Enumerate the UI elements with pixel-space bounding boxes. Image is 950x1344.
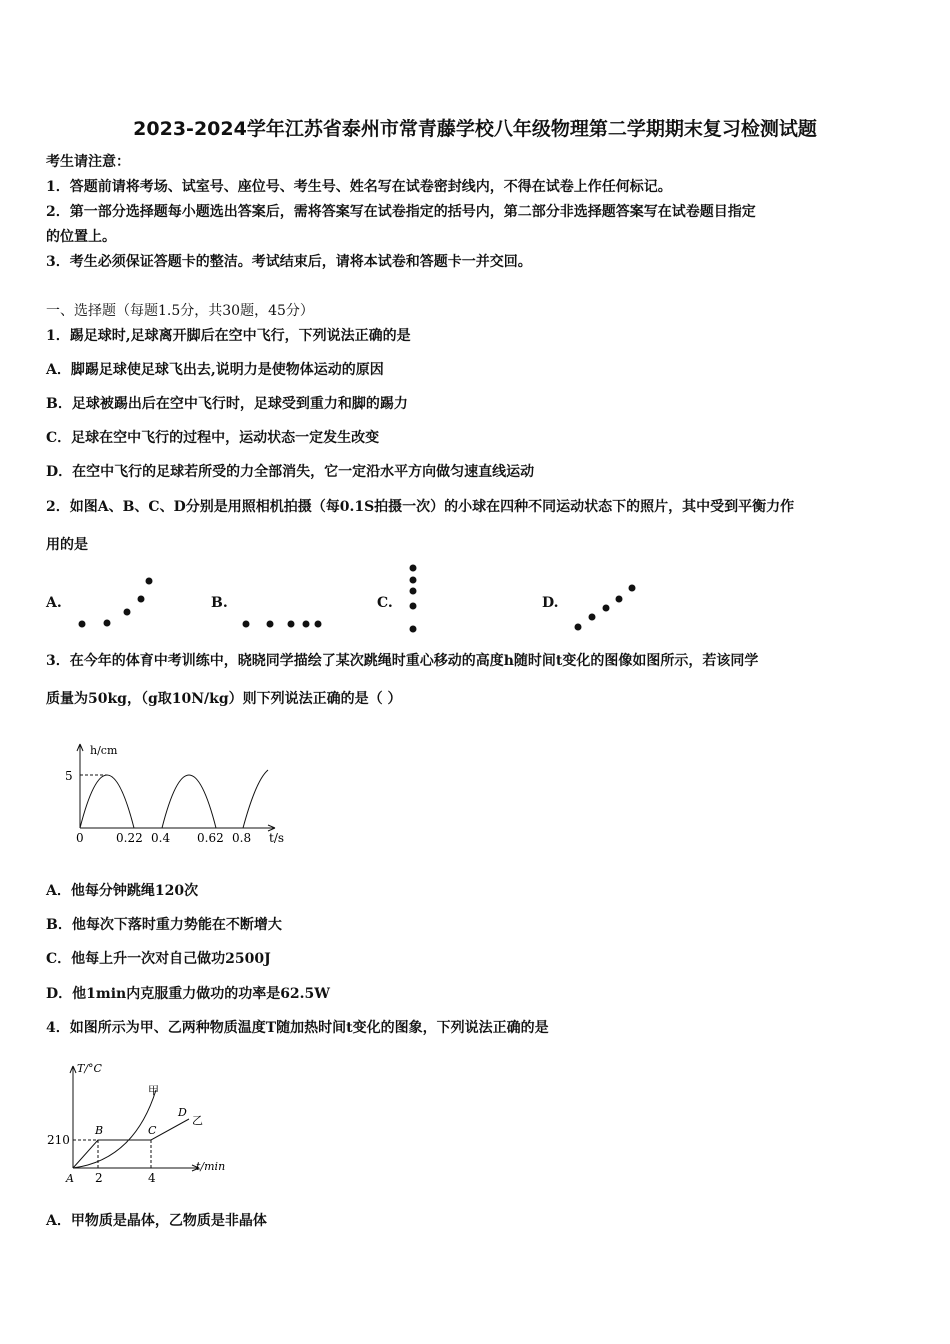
x-tick-0: 0 xyxy=(76,831,84,845)
notice-item-1: 1．答题前请将考场、试室号、座位号、考生号、姓名写在试卷密封线内，不得在试卷上作任何标记。 xyxy=(46,179,672,195)
question-3-option-a: A．他每分钟跳绳120次 xyxy=(46,883,199,899)
figure-b-dots xyxy=(243,621,322,628)
point-b-label: B xyxy=(95,1124,104,1137)
question-1-option-d: D．在空中飞行的足球若所受的力全部消失，它一定沿水平方向做匀速直线运动 xyxy=(46,464,535,480)
x-tick-022: 0.22 xyxy=(116,831,143,845)
x-tick-2: 2 xyxy=(95,1171,103,1185)
question-1-option-c: C．足球在空中飞行的过程中，运动状态一定发生改变 xyxy=(46,430,380,446)
question-3-stem: 3．在今年的体育中考训练中，晓晓同学描绘了某次跳绳时重心移动的高度h随时间t变化的图像如图所示，若该同学 xyxy=(46,653,759,669)
x-tick-04: 0.4 xyxy=(151,831,171,845)
question-4-stem: 4．如图所示为甲、乙两种物质温度T随加热时间t变化的图象，下列说法正确的是 xyxy=(46,1020,549,1036)
notice-item-2-cont: 的位置上。 xyxy=(46,229,116,245)
question-3-option-c: C．他每上升一次对自己做功2500J xyxy=(46,951,271,967)
x-axis-label: t/min xyxy=(196,1160,226,1173)
question-1-stem: 1．踢足球时,足球离开脚后在空中飞行，下列说法正确的是 xyxy=(46,328,411,344)
figure-a-dots xyxy=(79,578,153,628)
y-axis-label: h/cm xyxy=(90,744,118,757)
curve-jia-label: 甲 xyxy=(148,1084,159,1097)
question-2-label-b: B. xyxy=(211,595,228,611)
question-1-option-a: A．脚踢足球使足球飞出去,说明力是使物体运动的原因 xyxy=(46,362,384,378)
question-2-label-c: C. xyxy=(377,595,393,611)
notice-heading: 考生请注意： xyxy=(46,154,130,170)
question-2-label-a: A. xyxy=(46,595,62,611)
figure-c-dots xyxy=(410,565,417,633)
question-2-label-d: D. xyxy=(542,595,559,611)
page-title: 2023-2024学年江苏省泰州市常青藤学校八年级物理第二学期期末复习检测试题 xyxy=(133,118,817,140)
question-1-option-b: B．足球被踢出后在空中飞行时，足球受到重力和脚的踢力 xyxy=(46,396,408,412)
jump-arc-3 xyxy=(243,770,268,828)
question-4-option-a: A．甲物质是晶体，乙物质是非晶体 xyxy=(46,1213,267,1229)
jump-arc-1 xyxy=(80,775,134,828)
curve-jia xyxy=(73,1090,156,1168)
question-2-stem: 2．如图A、B、C、D分别是用照相机拍摄（每0.1S拍摄一次）的小球在四种不同运动状态下的照片，其中受到平衡力作 xyxy=(46,499,795,515)
x-tick-062: 0.62 xyxy=(197,831,224,845)
curve-yi xyxy=(73,1119,189,1168)
question-3-option-b: B．他每次下落时重力势能在不断增大 xyxy=(46,917,282,933)
y-tick-5: 5 xyxy=(65,769,73,783)
question-3-stem-cont: 质量为50kg，（g取10N/kg）则下列说法正确的是（ ） xyxy=(46,691,402,707)
y-axis-label: T/°C xyxy=(77,1062,102,1075)
point-a-label: A xyxy=(66,1172,74,1185)
point-d-label: D xyxy=(178,1106,187,1119)
notice-item-2: 2．第一部分选择题每小题选出答案后，需将答案写在试卷指定的括号内，第二部分非选择题答案写在试卷题目指定 xyxy=(46,204,756,220)
y-tick-210: 210 xyxy=(47,1133,70,1147)
question-3-graph xyxy=(60,740,310,850)
section-heading: 一、选择题（每题1.5分，共30题，45分） xyxy=(46,303,314,319)
question-3-option-d: D．他1min内克服重力做功的功率是62.5W xyxy=(46,986,331,1002)
notice-item-3: 3．考生必须保证答题卡的整洁。考试结束后，请将本试卷和答题卡一并交回。 xyxy=(46,254,532,270)
question-2-stem-cont: 用的是 xyxy=(46,537,88,553)
question-4-graph xyxy=(44,1060,244,1190)
curve-yi-label: 乙 xyxy=(192,1114,203,1127)
jump-arc-2 xyxy=(162,775,216,828)
point-c-label: C xyxy=(148,1124,157,1137)
x-axis-label: t/s xyxy=(269,831,285,845)
x-tick-08: 0.8 xyxy=(232,831,252,845)
x-tick-4: 4 xyxy=(148,1171,156,1185)
figure-d-dots xyxy=(575,585,636,631)
